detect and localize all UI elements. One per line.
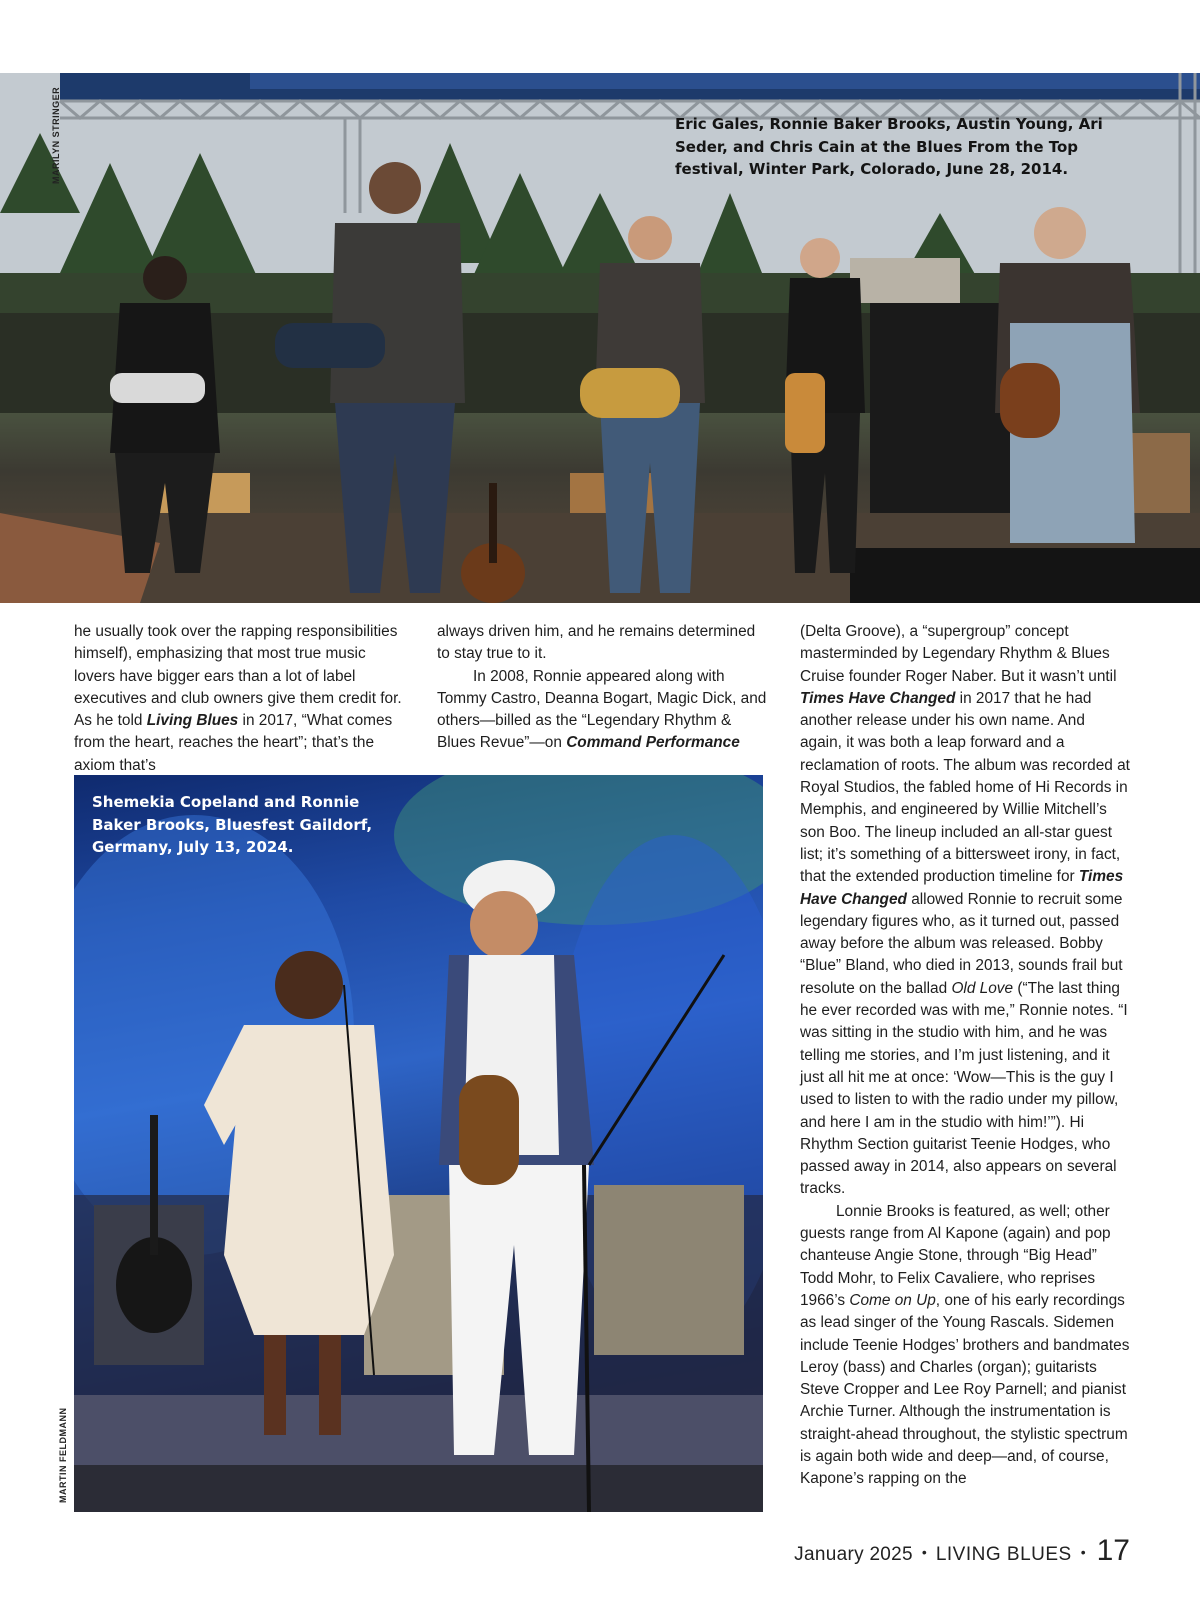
album-title: Command Performance	[566, 734, 740, 752]
song-title: Come on Up	[849, 1291, 936, 1309]
article-column-1	[74, 621, 408, 777]
bottom-photo-caption: Shemekia Copeland and Ronnie Baker Brooks, Bluesfest Gaildorf, Germany, July 13, 2024.	[92, 793, 373, 856]
magazine-title: Living Blues	[146, 712, 239, 730]
text-run: he usually took over the rapping responsibilities himself), emphasizing that most true music lovers have bigger ears than a lot of label executives and club owners give them credit for. As he told	[74, 623, 402, 730]
article-paragraph: always driven him, and he remains determined to stay true to it.	[437, 623, 756, 663]
top-photo-credit: MARILYN STRINGER	[51, 86, 61, 185]
text-run: (“The last thing he ever recorded was with me,” Ronnie notes. “I was sitting in the studio with him, and he was telling me stories, and I’m just listening, and it just all hit me at once: ‘Wow—This is the guy I used to listen to with the radio under my pillow, and here I am in the studio with him!’”). Hi Rhythm Section guitarist Teenie Hodges, who passed away in 2014, also appears on several tracks.	[800, 979, 1128, 1198]
article-paragraph	[800, 1201, 1130, 1491]
text-run: , one of his early recordings as lead singer of the Young Rascals. Sidemen include Teenie Hodges’ brothers and bandmates Leroy (bass) and Charles (organ); guitarists Steve Cropper and Lee Roy Parnell; and pianist Archie Turner. Although the instrumentation is straight-ahead throughout, the stylistic spectrum is again both wide and deep—and, of course, Kapone’s rapping on the	[800, 1291, 1130, 1488]
footer-separator: •	[1080, 1544, 1086, 1560]
article-paragraph	[800, 621, 1130, 1201]
article-paragraph	[437, 666, 767, 755]
text-run: in 2017 that he had another release under his own name. And again, it was both a leap forward and a reclamation of roots. The album was recorded at Royal Studios, the fabled home of Hi Records in Memphis, and engineered by Willie Mitchell’s son Boo. The lineup included an all-star guest list; it’s something of a bittersweet irony, in fact, that the extended production timeline for	[800, 689, 1130, 886]
text-run: Lonnie Brooks is featured, as well; other guests range from Al Kapone (again) and pop chanteuse Angie Stone, through “Big Head” Todd Mohr, to Felix Cavaliere, who reprises 1966’s	[800, 1202, 1111, 1309]
top-photo-caption: Eric Gales, Ronnie Baker Brooks, Austin Young, Ari Seder, and Chris Cain at the Blues From the Top festival, Winter Park, Colorado, June 28, 2014.	[675, 115, 1103, 178]
bottom-photo	[74, 775, 763, 1512]
article-paragraph	[74, 621, 408, 777]
song-title: Old Love	[951, 979, 1014, 997]
album-title: Times Have Changed	[800, 689, 956, 707]
text-run: in 2017, “What comes from the heart, reaches the heart”; that’s the axiom that’s	[74, 712, 393, 774]
footer-separator: •	[921, 1544, 927, 1560]
bottom-photo-illustration	[74, 775, 763, 1512]
page-footer	[794, 1534, 1130, 1570]
article-column-3	[800, 621, 1130, 1491]
article-column-2	[437, 621, 767, 755]
publication-name: LIVING BLUES	[935, 1544, 1072, 1565]
text-run: (Delta Groove), a “supergroup” concept masterminded by Legendary Rhythm & Blues Cruise founder Roger Naber. But it wasn’t until	[800, 623, 1117, 685]
bottom-photo-credit: MARTIN FELDMANN	[58, 1407, 68, 1503]
text-run: In 2008, Ronnie appeared along with Tommy Castro, Deanna Bogart, Magic Dick, and others—billed as the “Legendary Rhythm & Blues Revue”—on	[437, 667, 767, 752]
page-number: 17	[1096, 1534, 1130, 1567]
album-title: Times Have Changed	[800, 868, 1124, 908]
text-run: allowed Ronnie to recruit some legendary figures who, as it turned out, passed away before the album was released. Bobby “Blue” Bland, who died in 2013, sounds frail but resolute on the ballad	[800, 890, 1123, 997]
issue-date: January 2025	[794, 1544, 913, 1565]
